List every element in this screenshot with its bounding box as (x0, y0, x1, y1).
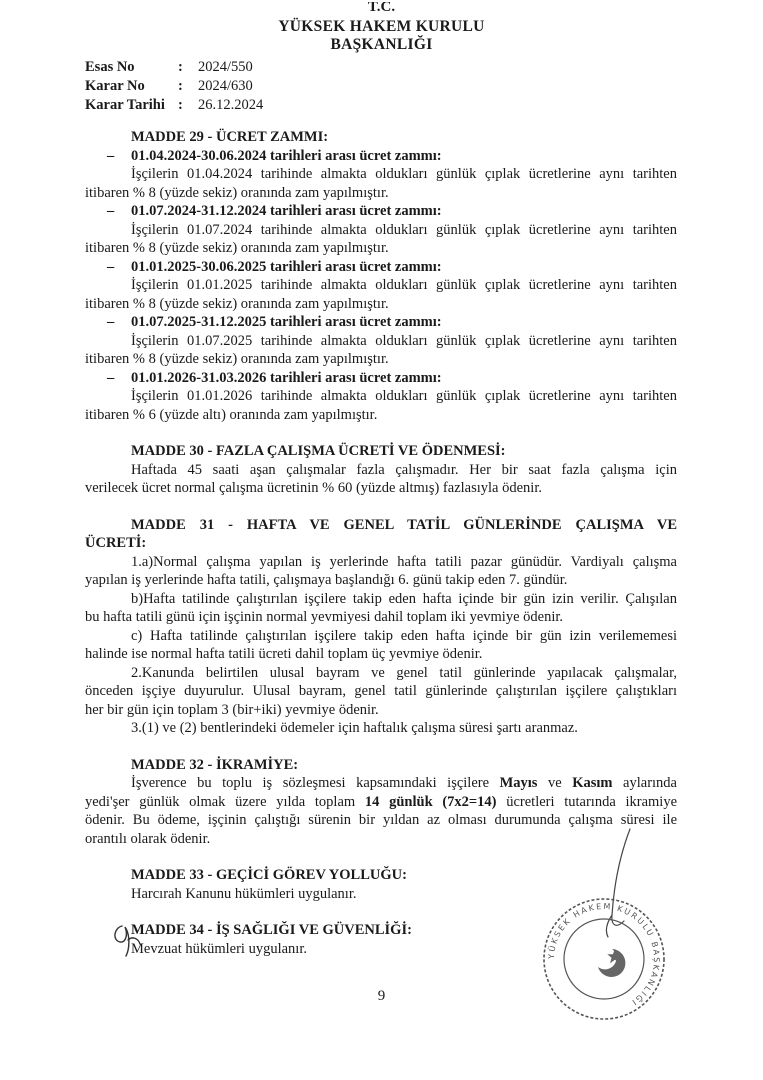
article-31-p2-line-2: bu hafta tatili günü için işçinin normal yevmiyesi dahil toplam iki yevmiye ödenir. (85, 609, 564, 625)
article-29-item-2-title: – 01.07.2024-31.12.2024 tarihleri arası ücret zammı: (107, 203, 442, 219)
article-29-item-2-line-1: İşçilerin 01.07.2024 tarihinde almakta oldukları günlük çıplak ücretlerine aynı tarihten (131, 221, 677, 238)
article-29-item-4-title: – 01.07.2025-31.12.2025 tarihleri arası ücret zammı: (107, 314, 442, 330)
header-institution: YÜKSEK HAKEM KURULU (278, 18, 485, 35)
article-29-item-4-line-1: İşçilerin 01.07.2025 tarihinde almakta oldukları günlük çıplak ücretlerine aynı tarihten (131, 332, 677, 349)
meta-row-esas: Esas No : 2024/550 (85, 59, 253, 75)
article-29-item-3-title: – 01.01.2025-30.06.2025 tarihleri arası ücret zammı: (107, 258, 442, 275)
article-31-p5: 3.(1) ve (2) bentlerindeki ödemeler için haftalık çalışma süresi şartı aranmaz. (131, 720, 578, 736)
article-31-p3-line-1: c) Hafta tatilinde çalıştırılan işçilere takip eden hafta içinde bir gün izin verilememesi (131, 627, 677, 644)
article-29-item-1-title: – 01.04.2024-30.06.2024 tarihleri arası ücret zammı: (107, 147, 442, 164)
article-31-p2-line-1: b)Hafta tatilinde çalıştırılan işçilere takip eden hafta içinde bir gün izin verilir. Çalışılan (131, 590, 677, 607)
article-29-item-4-line-2: itibaren % 8 (yüzde sekiz) oranında zam yapılmıştır. (85, 351, 389, 367)
article-29-item-5-line-1: İşçilerin 01.01.2026 tarihinde almakta oldukları günlük çıplak ücretlerine aynı tarihten (131, 388, 677, 404)
article-31-title-cont: ÜCRETİ: (85, 535, 147, 551)
article-29-item-5-line-2: itibaren % 6 (yüzde altı) oranında zam yapılmıştır. (85, 406, 378, 423)
article-29-item-5-title: – 01.01.2026-31.03.2026 tarihleri arası ücret zammı: (107, 369, 442, 386)
article-34-title: MADDE 34 - İŞ SAĞLIĞI VE GÜVENLİĞİ: (131, 922, 412, 938)
article-34-line-1: Mevzuat hükümleri uygulanır. (131, 940, 307, 957)
article-30-line-2: verilecek ücret normal çalışma ücretinin % 60 (yüzde altmış) fazlasıyla ödenir. (85, 480, 542, 496)
article-31-p4-line-2: önceden işçiye duyurulur. Ulusal bayram, genel tatil günlerinde çalıştırılan işçilere çalıştıkları (85, 683, 677, 699)
article-29-title: MADDE 29 - ÜCRET ZAMMI: (131, 129, 329, 145)
article-29-item-3-line-1: İşçilerin 01.01.2025 tarihinde almakta oldukları günlük çıplak ücretlerine aynı tarihten (131, 277, 677, 293)
article-29-item-1-line-2: itibaren % 8 (yüzde sekiz) oranında zam yapılmıştır. (85, 184, 389, 201)
article-32-line-1: İşverence bu toplu iş sözleşmesi kapsamındaki işçilere Mayıs ve Kasım aylarında (131, 775, 677, 791)
article-32-line-2: yedi'şer günlük olmak üzere yılda toplam 14 günlük (7x2=14) ücretleri tutarında ikramiye (85, 793, 678, 810)
article-31-p3-line-2: halinde ise normal hafta tatili ücreti dahil toplam üç yevmiye ödenir. (85, 646, 483, 662)
meta-row-karar-tarihi: Karar Tarihi : 26.12.2024 (85, 97, 264, 113)
article-29-item-3-line-2: itibaren % 8 (yüzde sekiz) oranında zam yapılmıştır. (85, 295, 389, 312)
article-33-line-1: Harcırah Kanunu hükümleri uygulanır. (131, 885, 357, 902)
article-30-line-1: Haftada 45 saati aşan çalışmalar fazla çalışmadır. Her bir saat fazla çalışma için (131, 461, 677, 478)
article-31-p4-line-3: her bir gün için toplam 3 (bir+iki) yevmiye ödenir. (85, 701, 379, 718)
page-number: 9 (377, 988, 386, 1004)
svg-text:YÜKSEK HAKEM KURULU BAŞKANLIĞI: YÜKSEK HAKEM KURULU BAŞKANLIĞI (546, 901, 662, 1008)
meta-row-karar: Karar No : 2024/630 (85, 78, 253, 94)
handwritten-initial-icon (108, 918, 148, 962)
article-32-line-3: ödenir. Bu ödeme, işçinin çalıştığı sürenin bir yıldan az olması durumunda çalışma süresi ile (85, 812, 677, 828)
article-31-p1-line-2: yapılan iş yerlerinde hafta tatili, çalışmaya başlandığı 6. günü takip eden 7. gündür. (85, 572, 568, 588)
article-33-title: MADDE 33 - GEÇİCİ GÖREV YOLLUĞU: (131, 867, 407, 883)
article-29-item-1-line-1: İşçilerin 01.04.2024 tarihinde almakta oldukları günlük çıplak ücretlerine aynı tarihten (131, 166, 677, 182)
article-32-line-4: orantılı olarak ödenir. (85, 830, 211, 847)
article-30-title: MADDE 30 - FAZLA ÇALIŞMA ÜCRETİ VE ÖDENMESİ: (131, 443, 506, 459)
article-31-p4-line-1: 2.Kanunda belirtilen ulusal bayram ve genel tatil günlerinde yapılacak çalışmalar, (131, 664, 677, 681)
article-29-item-2-line-2: itibaren % 8 (yüzde sekiz) oranında zam yapılmıştır. (85, 240, 389, 256)
document-body (85, 120, 677, 958)
header-top-partial: T.C. (367, 2, 396, 15)
article-31-title: MADDE 31 - HAFTA VE GENEL TATİL GÜNLERİNDE ÇALIŞMA VE (131, 516, 677, 533)
article-32-title: MADDE 32 - İKRAMİYE: (131, 756, 299, 773)
header-presidency: BAŞKANLIĞI (330, 36, 433, 53)
case-metadata (85, 58, 263, 115)
article-31-p1-line-1: 1.a)Normal çalışma yapılan iş yerlerinde hafta tatili pazar günüdür. Vardiyalı çalışma (131, 553, 677, 570)
